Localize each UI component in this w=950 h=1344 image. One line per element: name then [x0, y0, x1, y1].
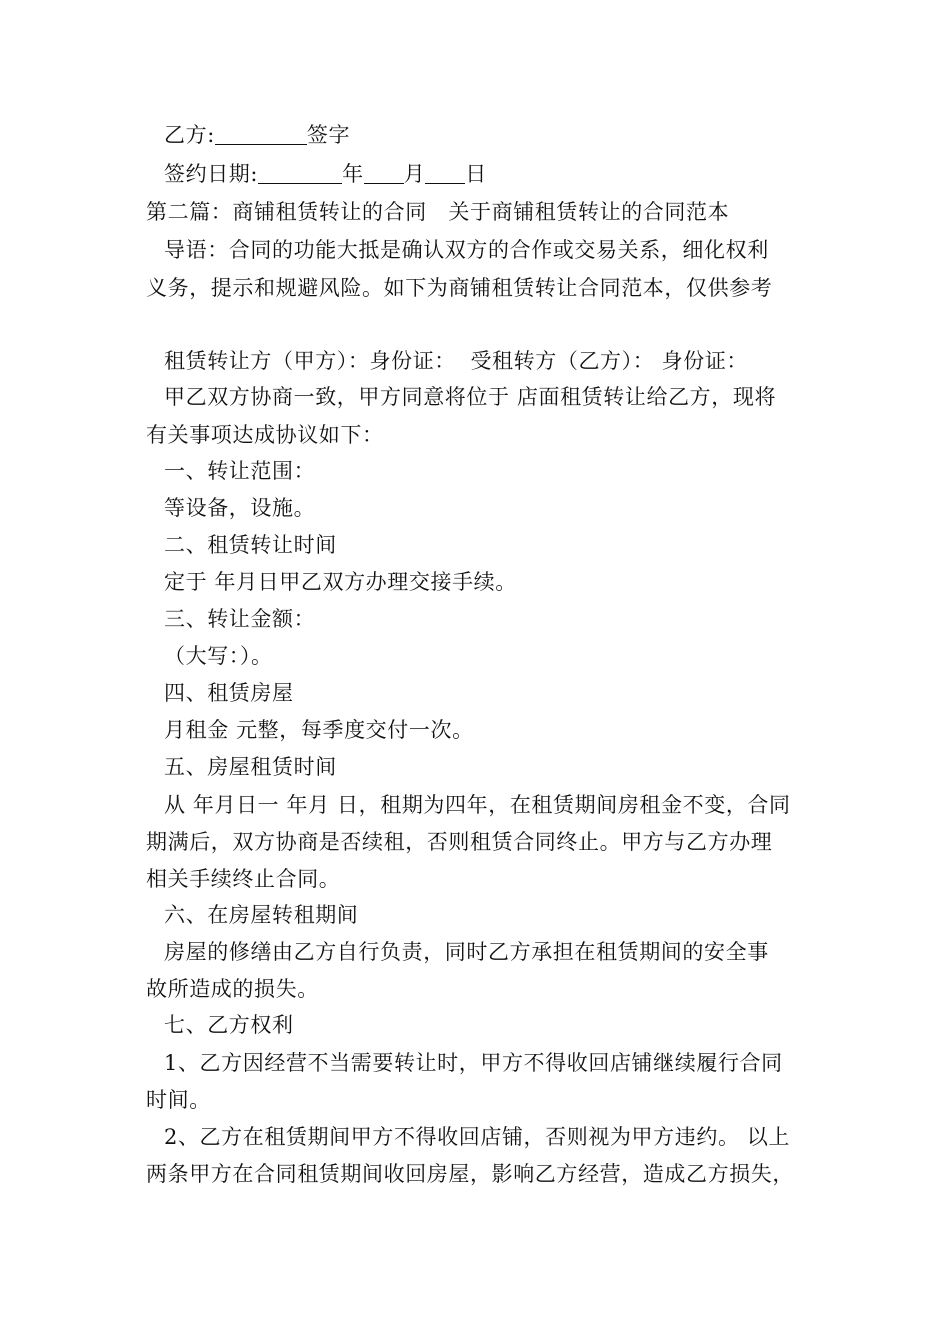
section-body-5-line-2: 期满后，双方协商是否续租，否则租赁合同终止。甲方与乙方办理	[146, 830, 773, 854]
date-label: 签约日期:	[164, 162, 259, 186]
section-body-7-line-4: 两条甲方在合同租赁期间收回房屋，影响乙方经营，造成乙方损失，	[146, 1162, 794, 1186]
day-blank	[425, 163, 465, 184]
signing-date-line	[164, 162, 844, 186]
sign-label: 签字	[306, 123, 351, 147]
section-title-5: 五、房屋租赁时间	[164, 755, 337, 779]
section-title-2: 二、租赁转让时间	[164, 533, 337, 557]
year-blank	[258, 163, 342, 184]
intro-line-1: 导语：合同的功能大抵是确认双方的合作或交易关系，细化权利	[164, 238, 769, 262]
agreement-line-1: 甲乙双方协商一致，甲方同意将位于 店面租赁转让给乙方，现将	[164, 385, 777, 409]
section-title-1: 一、转让范围：	[164, 459, 316, 483]
year-label: 年	[342, 162, 364, 186]
signature-blank	[215, 124, 307, 145]
intro-line-2: 义务，提示和规避风险。如下为商铺租赁转让合同范本，仅供参考	[146, 276, 773, 300]
agreement-line-2: 有关事项达成协议如下：	[146, 423, 384, 447]
month-blank	[364, 163, 404, 184]
section-body-1: 等设备，设施。	[164, 496, 316, 520]
section-body-6-line-2: 故所造成的损失。	[146, 977, 319, 1001]
section-body-7-line-1: 1、乙方因经营不当需要转让时，甲方不得收回店铺继续履行合同	[164, 1051, 783, 1075]
section-body-2: 定于 年月日甲乙双方办理交接手续。	[164, 570, 517, 594]
month-label: 月	[403, 162, 426, 186]
section-body-5-line-1: 从 年月日一 年月 日，租期为四年，在租赁期间房租金不变，合同	[164, 793, 791, 817]
section-title-6: 六、在房屋转租期间	[164, 903, 359, 927]
party-b-signature-line	[164, 123, 844, 147]
section-body-7-line-3: 2、乙方在租赁期间甲方不得收回店铺，否则视为甲方违约。 以上	[164, 1125, 791, 1149]
section-body-3: （大写：）。	[164, 644, 273, 668]
section-title-7: 七、乙方权利	[164, 1013, 294, 1037]
section-body-4: 月租金 元整，每季度交付一次。	[164, 718, 474, 742]
section-title-3: 三、转让金额：	[164, 607, 316, 631]
parties-line: 租赁转让方（甲方）：身份证： 受租转方（乙方）： 身份证：	[164, 349, 749, 373]
section-body-6-line-1: 房屋的修缮由乙方自行负责，同时乙方承担在租赁期间的安全事	[164, 940, 769, 964]
party-b-label: 乙方:	[164, 123, 215, 147]
section-body-7-line-2: 时间。	[146, 1088, 211, 1112]
section-heading: 第二篇：商铺租赁转让的合同 关于商铺租赁转让的合同范本	[146, 200, 730, 224]
section-body-5-line-3: 相关手续终止合同。	[146, 867, 341, 891]
day-label: 日	[465, 162, 487, 186]
section-title-4: 四、租赁房屋	[164, 681, 294, 705]
